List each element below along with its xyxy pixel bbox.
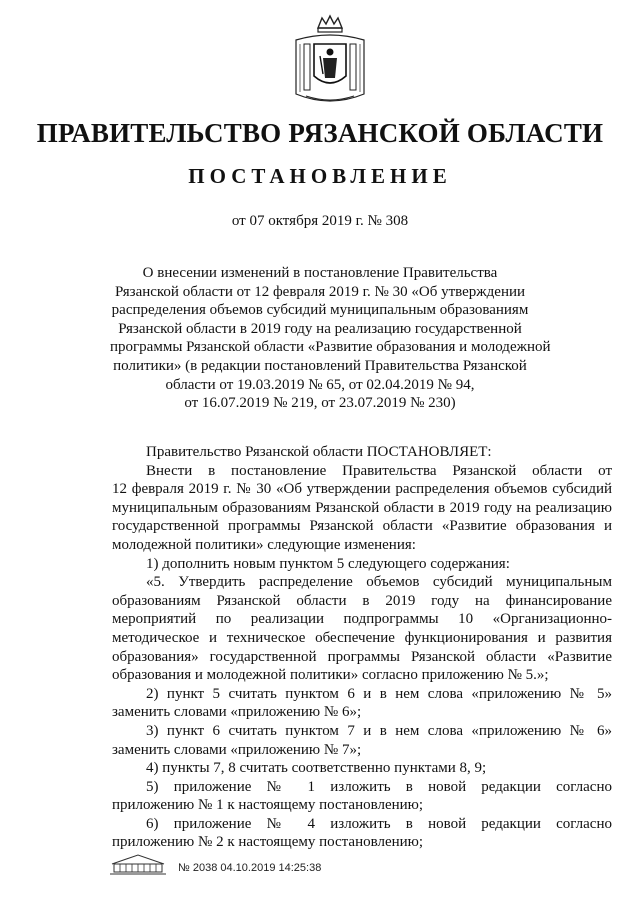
subject-line: политики» (в редакции постановлений Правительства Рязанской — [113, 357, 527, 374]
item-1-quote-line: методическое и техническое обеспечение функционирования и развития — [112, 629, 612, 646]
intro-line: государственной программы Рязанской области «Развитие образования и — [112, 518, 612, 535]
document-body — [112, 443, 612, 852]
intro-line: муниципальным образованиям Рязанской области в 2019 году на реализацию — [112, 499, 612, 516]
subject-line: от 16.07.2019 № 219, от 23.07.2019 № 230) — [184, 395, 456, 412]
registration-stamp: № 2038 04.10.2019 14:25:38 — [178, 862, 322, 874]
document-type: ПОСТАНОВЛЕНИЕ — [188, 164, 452, 188]
coat-of-arms-icon — [290, 14, 370, 108]
item-2-line: заменить словами «приложению № 6»; — [112, 704, 362, 721]
document-date-number: от 07 октября 2019 г. № 308 — [231, 213, 409, 229]
item-3-line: заменить словами «приложению № 7»; — [112, 741, 362, 758]
item-3-line: 3) пункт 6 считать пунктом 7 и в нем слова «приложению № 6» — [146, 722, 612, 739]
building-stamp-icon — [108, 852, 168, 876]
subject-line: распределения объемов субсидий муниципальным образованиям — [111, 302, 529, 319]
government-title: ПРАВИТЕЛЬСТВО РЯЗАНСКОЙ ОБЛАСТИ — [36, 118, 604, 148]
document-subject — [110, 264, 551, 413]
subject-line: Рязанской области от 12 февраля 2019 г. № 30 «Об утверждении — [114, 283, 526, 300]
item-6-line: 6) приложение № 4 изложить в новой редакции согласно — [146, 815, 612, 832]
subject-line: Рязанской области в 2019 году на реализацию государственной — [118, 320, 522, 337]
resolution-lead: Правительство Рязанской области ПОСТАНОВЛЯЕТ: — [146, 444, 492, 460]
intro-line: Внести в постановление Правительства Рязанской области от — [146, 462, 612, 479]
item-1: 1) дополнить новым пунктом 5 следующего содержания: — [146, 555, 510, 572]
item-6-line: приложению № 2 к настоящему постановлению; — [112, 834, 424, 851]
subject-line: программы Рязанской области «Развитие образования и молодежной — [110, 339, 551, 356]
item-1-quote-line: образованиям Рязанской области в 2019 году на финансирование — [112, 592, 612, 609]
item-5-line: 5) приложение № 1 изложить в новой редакции согласно — [146, 778, 612, 795]
item-1-quote-line: образования и молодежной политики» согласно приложению № 5.»; — [112, 667, 549, 684]
item-5-line: приложению № 1 к настоящему постановлению; — [112, 797, 424, 814]
item-1-quote-line: мероприятий по реализации подпрограммы 10 «Организационно- — [112, 611, 612, 628]
item-1-quote-line: образования» государственной программы Рязанской области «Развитие — [112, 648, 612, 665]
item-2-line: 2) пункт 5 считать пунктом 6 и в нем слова «приложению № 5» — [146, 685, 612, 702]
item-1-quote-line: «5. Утвердить распределение объемов субсидий муниципальным — [146, 574, 612, 591]
item-4: 4) пункты 7, 8 считать соответственно пунктами 8, 9; — [146, 760, 487, 777]
intro-line: 12 февраля 2019 г. № 30 «Об утверждении распределения объемов субсидий — [112, 481, 612, 498]
subject-line: области от 19.03.2019 № 65, от 02.04.2019 № 94, — [165, 376, 475, 393]
intro-line: молодежной политики» следующие изменения: — [112, 536, 416, 553]
subject-line: О внесении изменений в постановление Правительства — [142, 265, 498, 281]
